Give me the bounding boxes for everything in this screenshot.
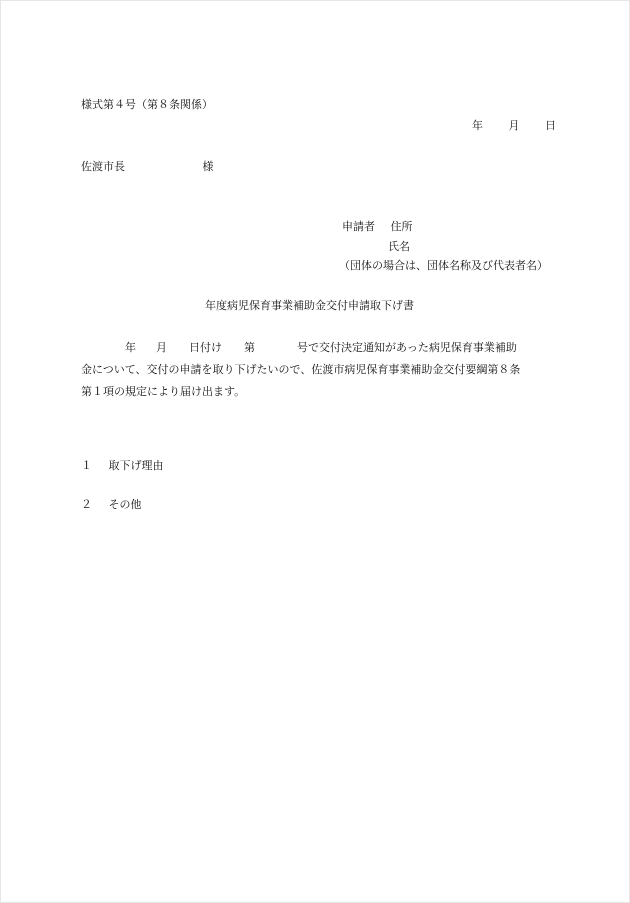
section-label: その他 <box>108 498 142 511</box>
addressee-name: 佐渡市長 <box>81 160 125 173</box>
section-item <box>81 459 164 473</box>
body-line-2: 金について、交付の申請を取り下げたいので、佐渡市病児保育事業補助金交付要綱第８条 <box>81 363 521 376</box>
body-number-prefix: 第 <box>244 341 255 354</box>
applicant-label: 申請者 <box>342 220 375 233</box>
document-title: 年度病児保育事業補助金交付申請取下げ書 <box>205 299 414 312</box>
addressee <box>81 160 214 174</box>
section-item <box>81 498 142 512</box>
applicant-address-line <box>342 220 413 234</box>
body-line-3: 第１項の規定により届け出ます。 <box>81 385 246 398</box>
addressee-honorific: 様 <box>202 160 214 173</box>
form-number: 様式第４号（第８条関係） <box>81 98 213 111</box>
body-year-label: 年 <box>125 341 136 354</box>
section-label: 取下げ理由 <box>108 459 164 472</box>
section-number: ２ <box>81 498 92 511</box>
section-number: １ <box>81 459 92 472</box>
date-line <box>472 119 556 133</box>
body-line-1 <box>81 337 561 359</box>
date-day-label: 日 <box>545 119 556 132</box>
applicant-name-label: 氏名 <box>388 240 410 253</box>
body-text <box>81 337 561 403</box>
body-month-label: 月 <box>156 341 167 354</box>
date-year-label: 年 <box>472 119 483 132</box>
applicant-address-label: 住所 <box>390 220 413 233</box>
body-date-suffix: 日付け <box>189 341 222 354</box>
applicant-note: （団体の場合は、団体名称及び代表者名） <box>339 259 548 272</box>
date-month-label: 月 <box>508 119 520 132</box>
body-line-1-rest: 号で交付決定通知があった病児保育事業補助 <box>297 341 517 354</box>
